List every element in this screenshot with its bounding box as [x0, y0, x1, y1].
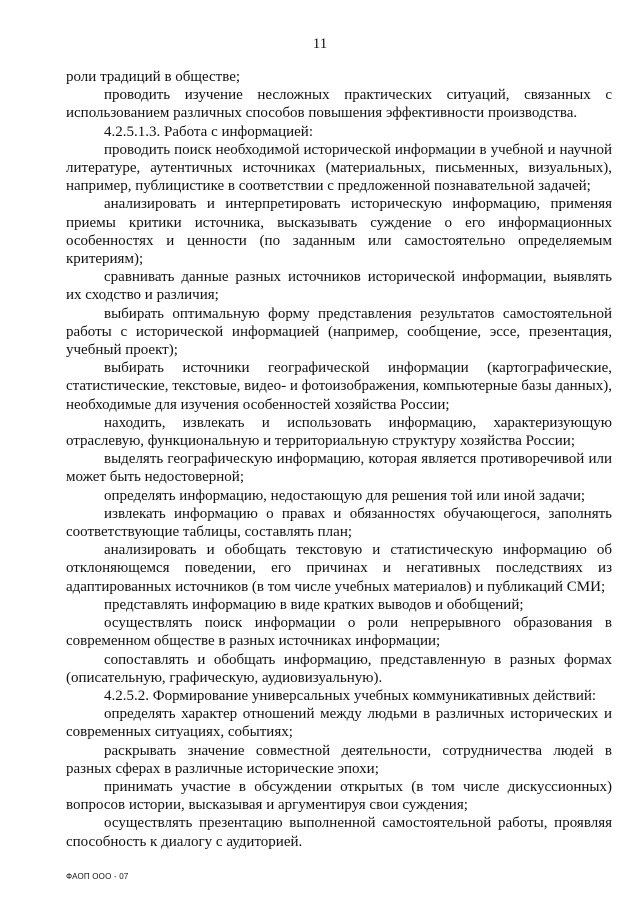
paragraph: принимать участие в обсуждении открытых (в том числе дискуссионных) вопросов истории, высказывая и аргументируя свои суждения;: [66, 778, 612, 814]
document-body: [66, 68, 612, 851]
paragraph: выделять географическую информацию, которая является противоречивой или может быть недостоверной;: [66, 451, 612, 486]
paragraph: осуществлять поиск информации о роли непрерывного образования в современном обществе в разных источниках информации;: [66, 615, 612, 650]
paragraph: проводить поиск необходимой исторической информации в учебной и научной литературе, аутентичных источниках (материальных, письменных, визуальных), например, публицистике в соответствии с предложенной познавательной задачей;: [66, 141, 612, 195]
paragraph: выбирать источники географической информации (картографические, статистические, текстовые, видео- и фотоизображения, компьютерные базы данных), необходимые для изучения особенностей хозяйства России;: [66, 360, 612, 413]
paragraph: проводить изучение несложных практических ситуаций, связанных с использованием различных способов повышения эффективности производства.: [66, 87, 612, 122]
paragraph: извлекать информацию о правах и обязанностях обучающегося, заполнять соответствующие таблицы, составлять план;: [66, 505, 612, 541]
paragraph: 4.2.5.1.3. Работа с информацией:: [104, 123, 313, 140]
page-number: 11: [312, 36, 328, 52]
paragraph: определять информацию, недостающую для решения той или иной задачи;: [104, 487, 586, 504]
paragraph: представлять информацию в виде кратких выводов и обобщений;: [104, 596, 524, 613]
paragraph: роли традиций в обществе;: [66, 69, 241, 85]
paragraph: сравнивать данные разных источников исторической информации, выявлять их сходство и различия;: [66, 269, 612, 304]
paragraph: определять характер отношений между людьми в различных исторических и современных ситуациях, событиях;: [66, 706, 612, 741]
paragraph: анализировать и интерпретировать историческую информацию, применяя приемы критики источника, высказывать суждение о его информационных особенностях и ценности (по заданным или самостоятельно определяемым критериям);: [66, 196, 612, 268]
paragraph: анализировать и обобщать текстовую и статистическую информацию об отклоняющемся поведении, его причинах и негативных последствиях из адаптированных источников (в том числе учебных материалов) и публикаций СМИ;: [66, 542, 612, 595]
paragraph: 4.2.5.2. Формирование универсальных учебных коммуникативных действий:: [104, 687, 597, 704]
paragraph: находить, извлекать и использовать информацию, характеризующую отраслевую, функциональную и территориальную структуру хозяйства России;: [66, 414, 612, 450]
paragraph: выбирать оптимальную форму представления результатов самостоятельной работы с исторической информацией (например, сообщение, эссе, презентация, учебный проект);: [66, 305, 612, 359]
footer-doc-code: ФАОП ООО - 07: [66, 872, 129, 881]
paragraph: сопоставлять и обобщать информацию, представленную в разных формах (описательную, графическую, аудиовизуальную).: [66, 651, 612, 686]
paragraph: раскрывать значение совместной деятельности, сотрудничества людей в разных сферах в различные исторические эпохи;: [66, 742, 612, 777]
paragraph: осуществлять презентацию выполненной самостоятельной работы, проявляя способность к диалогу с аудиторией.: [66, 815, 612, 850]
